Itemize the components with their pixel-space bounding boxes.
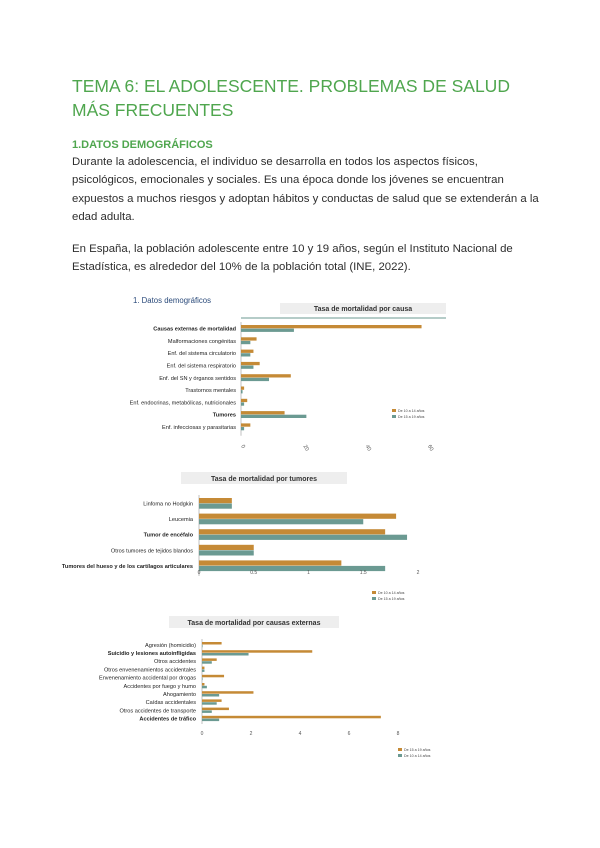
chart1-bar-b	[241, 378, 269, 381]
chart3-tick-label: 2	[249, 731, 253, 737]
chart3-bar-b	[202, 702, 217, 705]
chart1-category-label: Enf. infecciosas y parasitarias	[162, 425, 236, 431]
chart3-legend-swatch	[398, 748, 402, 751]
chart2-legend-swatch	[372, 597, 376, 600]
chart1-bar-b	[241, 329, 294, 332]
chart3-category-label: Envenenamiento accidental por drogas	[98, 675, 196, 682]
chart1-bar-b	[241, 353, 250, 356]
chart2-category-label: Otros tumores de tejidos blandos	[110, 548, 193, 555]
chart1-tick-label: 60	[426, 444, 435, 453]
chart3-bar-b	[202, 653, 249, 656]
chart-mortality-external-causes	[0, 612, 600, 762]
chart2-legend-swatch	[372, 591, 376, 594]
chart3-bar-b	[202, 661, 212, 664]
chart3-bar-b	[202, 686, 207, 689]
section-heading: 1.DATOS DEMOGRÁFICOS	[72, 139, 213, 151]
chart3-category-label: Otros envenenamientos accidentales	[103, 667, 196, 674]
chart3-bar-a	[202, 658, 217, 661]
chart1-category-label: Causas externas de mortalidad	[153, 326, 236, 333]
chart1-bar-a	[241, 337, 257, 340]
chart2-tick-label: 0	[197, 570, 201, 576]
chart3-legend-label: De 10 a 14 años	[404, 754, 431, 758]
chart2-category-label: Tumor de encéfalo	[143, 532, 193, 539]
chart1-bar-a	[241, 423, 250, 426]
chart1-category-label: Enf. endocrinas, metabólicas, nutricionales	[129, 400, 236, 407]
chart3-bar-b	[202, 710, 212, 713]
chart3-bar-b	[202, 694, 219, 697]
chart1-tick-label: 0	[239, 444, 246, 450]
chart2-bar-a	[199, 514, 396, 519]
chart3-tick-label: 8	[396, 731, 400, 737]
chart3-category-label: Ahogamiento	[163, 692, 196, 698]
chart1-bar-a	[241, 374, 291, 377]
chart3-bar-a	[202, 675, 224, 678]
chart1-category-label: Enf. del sistema respiratorio	[166, 363, 236, 370]
chart3-bar-b	[202, 669, 204, 672]
chart2-title: Tasa de mortalidad por tumores	[210, 476, 318, 483]
chart3-category-label: Accidentes por fuego y humo	[123, 683, 196, 690]
chart2-tick-label: 1	[307, 570, 310, 576]
chart1-bar-a	[241, 411, 285, 414]
chart3-tick-label: 4	[298, 731, 302, 737]
chart2-legend-label: De 15 a 19 años	[378, 597, 405, 601]
chart1-bar-b	[241, 341, 250, 344]
chart3-bar-a	[202, 716, 381, 719]
chart3-bar-a	[202, 691, 253, 694]
chart3-bar-a	[202, 650, 312, 653]
population-paragraph: En España, la población adolescente entre 10 y 19 años, según el Instituto Nacional de Estadística, es alrededor del 10% de la población total (INE, 2022).	[72, 243, 513, 274]
chart3-bar-b	[202, 645, 203, 648]
chart2-tick-label: 0.5	[250, 570, 258, 576]
chart2-bar-b	[199, 535, 407, 540]
chart3-title: Tasa de mortalidad por causas externas	[187, 620, 321, 627]
chart3-bar-a	[202, 683, 204, 686]
chart1-title: Tasa de mortalidad por causa	[313, 306, 413, 313]
chart3-category-label: Otros accidentes	[154, 659, 196, 666]
chart3-category-label: Otros accidentes de transporte	[119, 708, 196, 715]
chart1-legend-swatch	[392, 415, 396, 418]
chart1-tick-label: 20	[301, 444, 310, 453]
chart-mortality-by-tumors	[0, 468, 600, 608]
chart3-bar-b	[202, 719, 219, 722]
chart3-bar-a	[202, 699, 222, 702]
intro-paragraph: Durante la adolescencia, el individuo se desarrolla en todos los aspectos físicos, psicológicos, emocionales y sociales. Es una época donde los jóvenes se encuentran expuestos a muchos riesgos y adoptan hábitos y conductas de salud que se extenderán a la edad adulta.	[72, 156, 539, 224]
chart2-bar-b	[199, 550, 254, 555]
chart2-category-label: Tumores del hueso y de los cartílagos articulares	[61, 563, 193, 570]
chart2-tick-label: 1.5	[359, 570, 367, 576]
chart3-bar-a	[202, 642, 222, 645]
chart2-bar-b	[199, 504, 232, 509]
figure-caption: 1. Datos demográficos	[133, 296, 212, 305]
chart1-category-label: Tumores	[212, 412, 236, 419]
chart1-bar-b	[241, 427, 244, 430]
chart1-tick-label: 40	[363, 444, 372, 453]
chart3-tick-label: 6	[347, 731, 351, 737]
chart1-legend-swatch	[392, 409, 396, 412]
chart2-bar-a	[199, 545, 254, 550]
chart1-bar-b	[241, 390, 243, 393]
chart1-legend-label: De 10 a 14 años	[398, 409, 425, 413]
chart2-bar-a	[199, 529, 385, 534]
chart2-category-label: Linfoma no Hodgkin	[143, 501, 193, 508]
chart3-category-label: Suicidio y lesiones autoinfligidas	[107, 651, 196, 657]
chart2-tick-label: 2	[416, 570, 420, 576]
chart2-bar-b	[199, 566, 385, 571]
chart-mortality-by-cause	[0, 295, 600, 465]
chart1-bar-b	[241, 402, 244, 405]
chart2-legend-label: De 10 a 14 años	[378, 591, 405, 595]
chart3-category-label: Caídas accidentales	[145, 700, 196, 707]
chart1-bar-a	[241, 399, 247, 402]
chart2-bar-b	[199, 519, 363, 524]
chart3-legend-label: De 15 a 19 años	[404, 748, 431, 752]
chart1-bar-a	[241, 362, 260, 365]
chart3-category-label: Accidentes de tráfico	[139, 716, 196, 723]
chart1-legend-label: De 15 a 19 años	[398, 415, 425, 419]
chart2-bar-a	[199, 560, 341, 565]
chart3-bar-b	[202, 678, 203, 681]
chart1-category-label: Enf. del SN y órganos sentidos	[159, 375, 236, 382]
chart2-bar-a	[199, 498, 232, 503]
chart1-category-label: Enf. del sistema circulatorio	[167, 351, 236, 358]
page-title: TEMA 6: EL ADOLESCENTE. PROBLEMAS DE SALUD MÁS FRECUENTES	[72, 76, 510, 120]
chart3-legend-swatch	[398, 754, 402, 757]
chart1-bar-a	[241, 387, 244, 390]
chart2-category-label: Leucemia	[168, 517, 193, 524]
chart1-bar-a	[241, 325, 422, 328]
chart1-bar-b	[241, 415, 306, 418]
chart3-tick-label: 0	[200, 731, 204, 737]
chart1-bar-b	[241, 366, 253, 369]
chart3-category-label: Agresión (homicidio)	[145, 642, 196, 649]
chart3-bar-a	[202, 708, 229, 711]
chart1-category-label: Malformaciones congénitas	[167, 338, 236, 345]
chart1-category-label: Trastornos mentales	[185, 388, 236, 395]
chart3-bar-a	[202, 667, 204, 670]
chart1-bar-a	[241, 350, 253, 353]
